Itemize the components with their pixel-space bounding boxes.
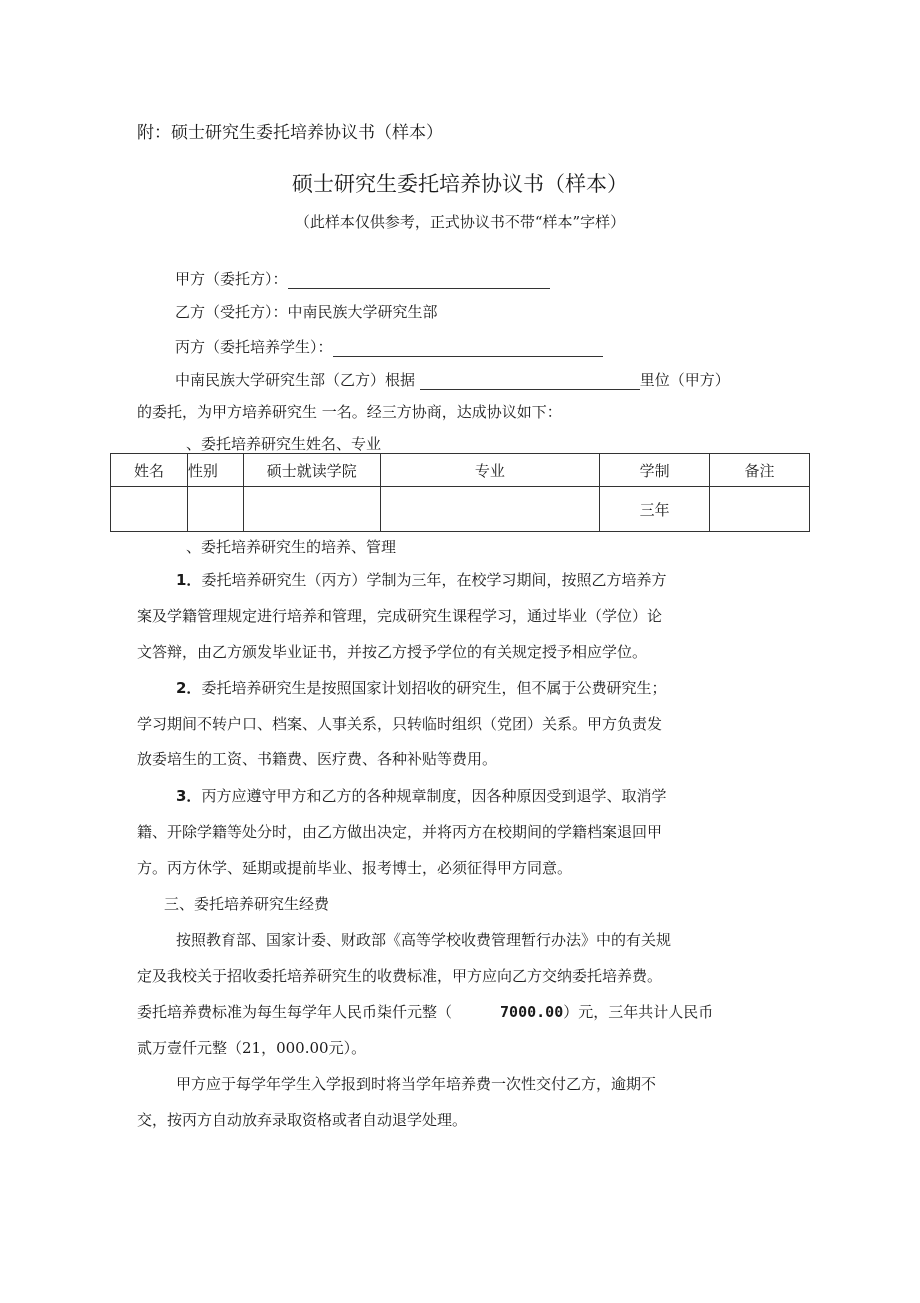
- table-header: 性别: [187, 454, 243, 487]
- clause-3-text: 丙方应遵守甲方和乙方的各种规章制度，因各种原因受到退学、取消学: [201, 787, 667, 805]
- clause-3-line-2: 籍、开除学籍等处分时，由乙方做出决定，并将丙方在校期间的学籍档案退回甲: [137, 823, 663, 841]
- table-header: 专业: [380, 454, 600, 487]
- table-cell: [380, 487, 600, 532]
- clause-1-number: 1．: [176, 571, 202, 589]
- section-3-heading: 三、委托培养研究生经费: [164, 895, 330, 913]
- fees-line-3-post: ）元，三年共计人民币: [563, 1003, 714, 1021]
- clause-2-line-3: 放委培生的工资、书籍费、医疗费、各种补贴等费用。: [137, 750, 498, 768]
- party-c-blank: [333, 340, 603, 357]
- table-header: 硕士就读学院: [243, 454, 380, 487]
- entrusting-unit-blank: [420, 373, 640, 390]
- clause-3-line-1: [176, 785, 666, 806]
- table-header: 学制: [600, 454, 710, 487]
- clause-2-line-1: [176, 677, 666, 698]
- intro-line-1-post: 里位（甲方）: [639, 371, 730, 389]
- fees-line-3-pre: 委托培养费标准为每生每学年人民币柒仟元整（: [137, 1003, 453, 1021]
- party-c-line: [175, 336, 603, 357]
- table-cell: [187, 487, 243, 532]
- clause-2-number: 2．: [176, 679, 202, 697]
- table-header: 备注: [710, 454, 810, 487]
- section-2-heading: 、委托培养研究生的培养、管理: [186, 538, 397, 556]
- clause-3-number: 3．: [176, 787, 202, 805]
- party-c-label: 丙方（委托培养学生）：: [175, 338, 333, 356]
- clause-1-text: 委托培养研究生（丙方）学制为三年，在校学习期间，按照乙方培养方: [201, 571, 667, 589]
- document-subtitle: （此样本仅供参考，正式协议书不带“样本”字样）: [294, 213, 626, 231]
- fees-line-4: 贰万壹仟元整（21，000.00元）。: [137, 1039, 367, 1057]
- clause-1-line-1: [176, 569, 666, 590]
- table-cell: [710, 487, 810, 532]
- party-a-label: 甲方（委托方）：: [175, 270, 288, 288]
- table-cell: [111, 487, 188, 532]
- appendix-title: 附：硕士研究生委托培养协议书（样本）: [137, 123, 443, 143]
- fees-line-2: 定及我校关于招收委托培养研究生的收费标准，甲方应向乙方交纳委托培养费。: [137, 967, 663, 985]
- section-1-heading: 、委托培养研究生姓名、专业: [186, 435, 382, 453]
- party-a-blank: [288, 272, 550, 289]
- fee-amount: 7000.00: [500, 1003, 564, 1021]
- clause-3-line-3: 方。丙方休学、延期或提前毕业、报考博士，必须征得甲方同意。: [137, 859, 573, 877]
- table-cell: [243, 487, 380, 532]
- clause-2-text: 委托培养研究生是按照国家计划招收的研究生，但不属于公费研究生；: [201, 679, 667, 697]
- student-info-table: [110, 453, 810, 532]
- intro-line-1-pre: 中南民族大学研究生部（乙方）根据: [175, 371, 416, 389]
- fees-line-1: 按照教育部、国家计委、财政部《高等学校收费管理暂行办法》中的有关规: [176, 931, 672, 949]
- table-header: 姓名: [111, 454, 188, 487]
- party-b-label: 乙方（受托方）：中南民族大学研究生部: [175, 303, 438, 321]
- table-cell: 三年: [600, 487, 710, 532]
- party-a-line: [175, 268, 550, 289]
- fees-line-3: [137, 1001, 713, 1022]
- document-title: 硕士研究生委托培养协议书（样本）: [292, 172, 628, 196]
- payment-line-2: 交，按丙方自动放弃录取资格或者自动退学处理。: [137, 1111, 468, 1129]
- clause-1-line-3: 文答辩，由乙方颁发毕业证书，并按乙方授予学位的有关规定授予相应学位。: [137, 643, 648, 661]
- clause-2-line-2: 学习期间不转户口、档案、人事关系，只转临时组织（党团）关系。甲方负责发: [137, 715, 663, 733]
- payment-line-1: 甲方应于每学年学生入学报到时将当学年培养费一次性交付乙方，逾期不: [176, 1075, 657, 1093]
- intro-line-2: 的委托，为甲方培养研究生 一名。经三方协商，达成协议如下：: [137, 403, 562, 421]
- intro-line-1: [175, 369, 730, 390]
- clause-1-line-2: 案及学籍管理规定进行培养和管理，完成研究生课程学习，通过毕业（学位）论: [137, 607, 663, 625]
